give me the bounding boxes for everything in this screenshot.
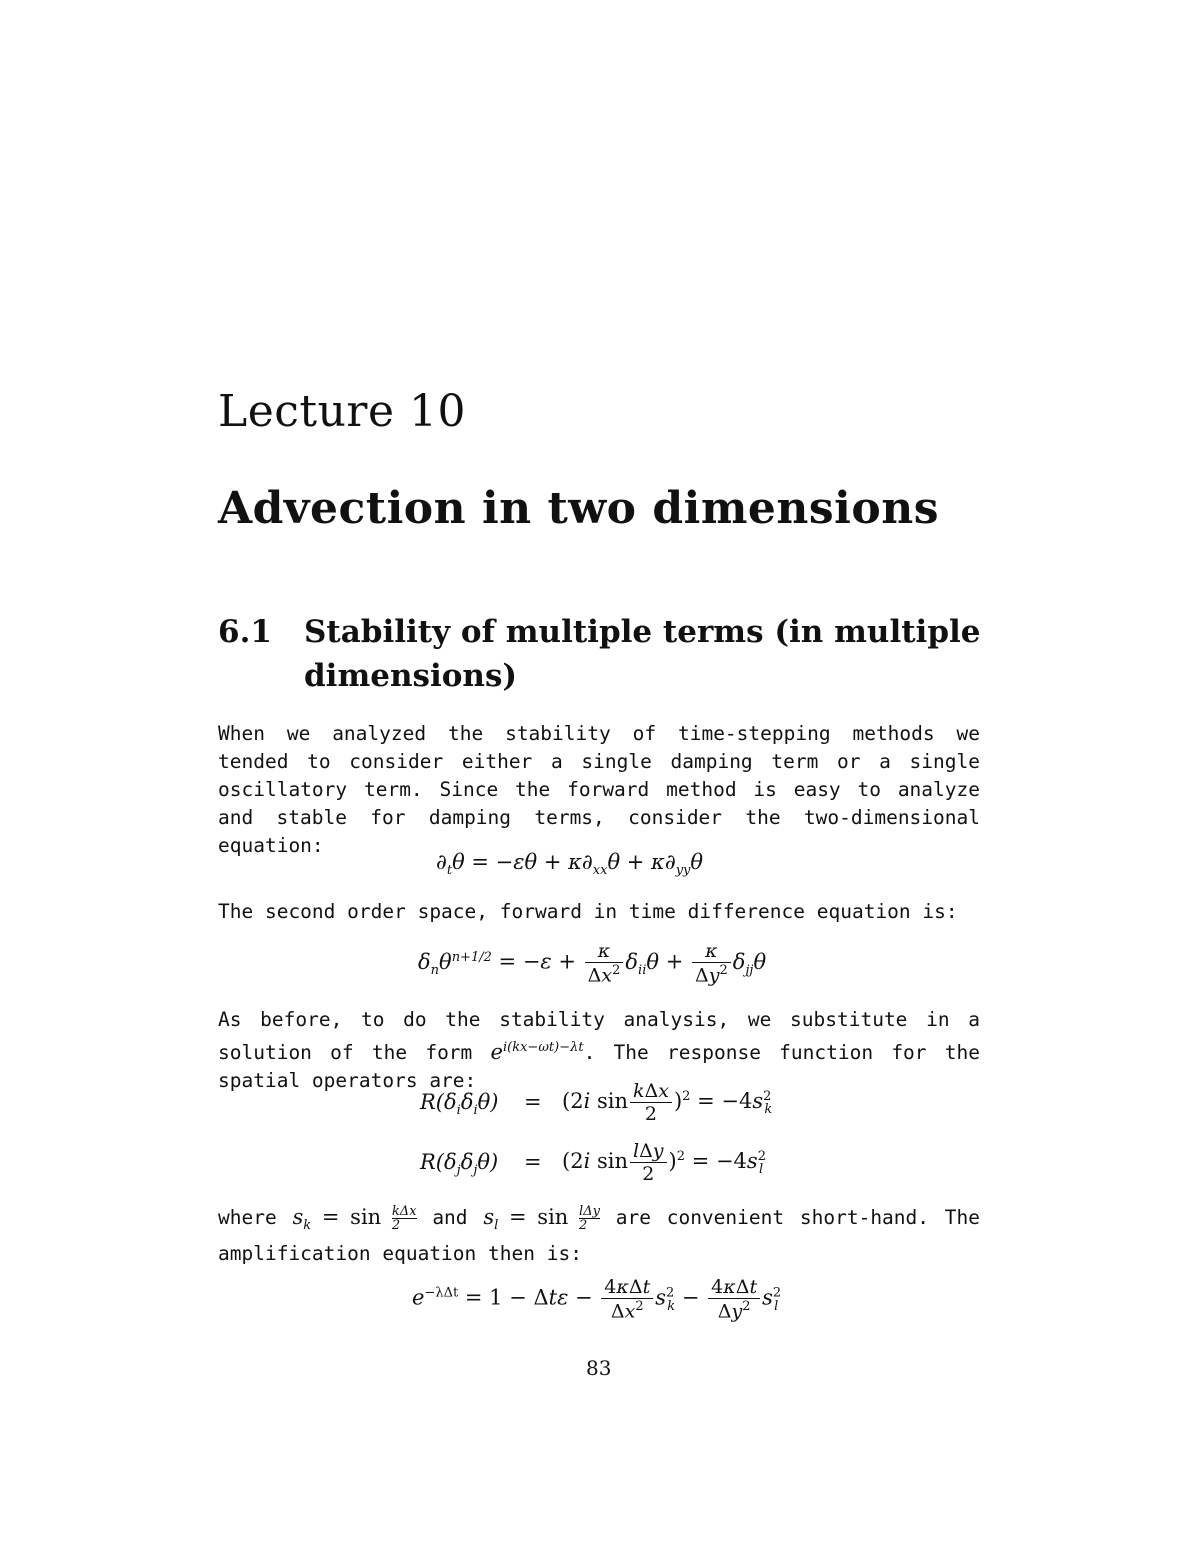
page: Lecture 10 Advection in two dimensions 6.1 Stability of multiple terms (in multiple dimensions) When we analyzed the stability of time-stepping methods we tended to consider either a single damping term or a single oscillatory term. Since the forward method is easy to analyze and stable for damping terms, consider the two-dimensional equation: $\partial_t\theta = -\varepsilon\theta + \kappa\partial_{xx}\theta + \kappa\partial_{yy}\theta$ The second order space, forward in time difference equation is: $\delta_n\theta^{n+1/2} = -\varepsilon$ + $\frac{\kappa}{\Delta x^2}$ $\delta_{ii}\theta$ + $\frac{\kappa}{\Delta y^2}$ $\delta_{jj}\theta$ As before, to do the stability analysis, we substitute in a solution of the form $e^{i(kx-\omega t)-\lambda t}$. The response function for the spatial operators are: $R(\delta_i\delta_i\theta)$ = (2i sin $\frac{\text{kΔx}}{2}$ )$^2 = -4s^2_k$ $R(\delta_j\delta_j\theta)$ = (2i sin $\frac{\text{lΔy}}{2}$ )$^2 = -4s^2_l$ where $s_k = \sin$ kΔx 2 and $s_l = \sin$ lΔy 2 are convenient short-hand. The amplification equation then is: $e^{-\lambda\Delta t} = 1 - \Delta t\varepsilon$ − $\frac{\text{4κΔt}}{\Delta x^2}$ $s^2_k$ − $\frac{\text{4κΔt}}{\Delta y^2}$ $s^2_l$ 83 xyxy=(218,386,981,1380)
lecture-label: Lecture 10 xyxy=(218,386,466,437)
chapter-title: Advection in two dimensions xyxy=(218,483,939,534)
shorthand-sk: $s_k = \sin$ kΔx 2 xyxy=(292,1204,417,1234)
section-title-line1: Stability of multiple terms (in multiple xyxy=(304,614,981,650)
paragraph-shorthand xyxy=(218,1203,980,1268)
shorthand-sl: $s_l = \sin$ lΔy 2 xyxy=(483,1204,600,1234)
paragraph-difference: The second order space, forward in time difference equation is: xyxy=(218,900,958,923)
equation-difference: $\delta_n\theta^{n+1/2} = -\varepsilon$ + $\frac{\kappa}{\Delta x^2}$ $\delta_{ii}\theta$ + $\frac{\kappa}{\Delta y^2}$ $\delta_{jj}\theta$ xyxy=(418,940,767,987)
shorthand-where: where xyxy=(218,1206,277,1229)
shorthand-rest: are convenient short-hand. The amplification equation then is: xyxy=(218,1206,981,1266)
ansatz-math: $e^{i(kx-\omega t)-\lambda t}$ xyxy=(490,1040,584,1064)
equation-amplification: $e^{-\lambda\Delta t} = 1 - \Delta t\varepsilon$ − $\frac{\text{4κΔt}}{\Delta x^2}$ $s^2_k$ − $\frac{\text{4κΔt}}{\Delta y^2}$ $s^2_l$ xyxy=(412,1276,782,1323)
paragraph-substitution-a: As before, to do the stability analysis, we substitute in a solution of the form xyxy=(218,1008,980,1064)
equation-continuous: $\partial_t\theta = -\varepsilon\theta + \kappa\partial_{xx}\theta + \kappa\partial_{yy}\theta$ xyxy=(436,850,704,879)
section-number: 6.1 xyxy=(218,614,272,650)
paragraph-substitution-b: . The response function for the spatial operators are: xyxy=(218,1041,980,1092)
page-number: 83 xyxy=(586,1356,612,1380)
section-title-line2: dimensions) xyxy=(304,658,518,694)
shorthand-and: and xyxy=(432,1206,468,1229)
paragraph-intro: When we analyzed the stability of time-stepping methods we tended to consider either a single damping term or a single oscillatory term. Since the forward method is easy to analyze and stable for damping terms, consider the two-dimensional equation: xyxy=(218,722,980,857)
